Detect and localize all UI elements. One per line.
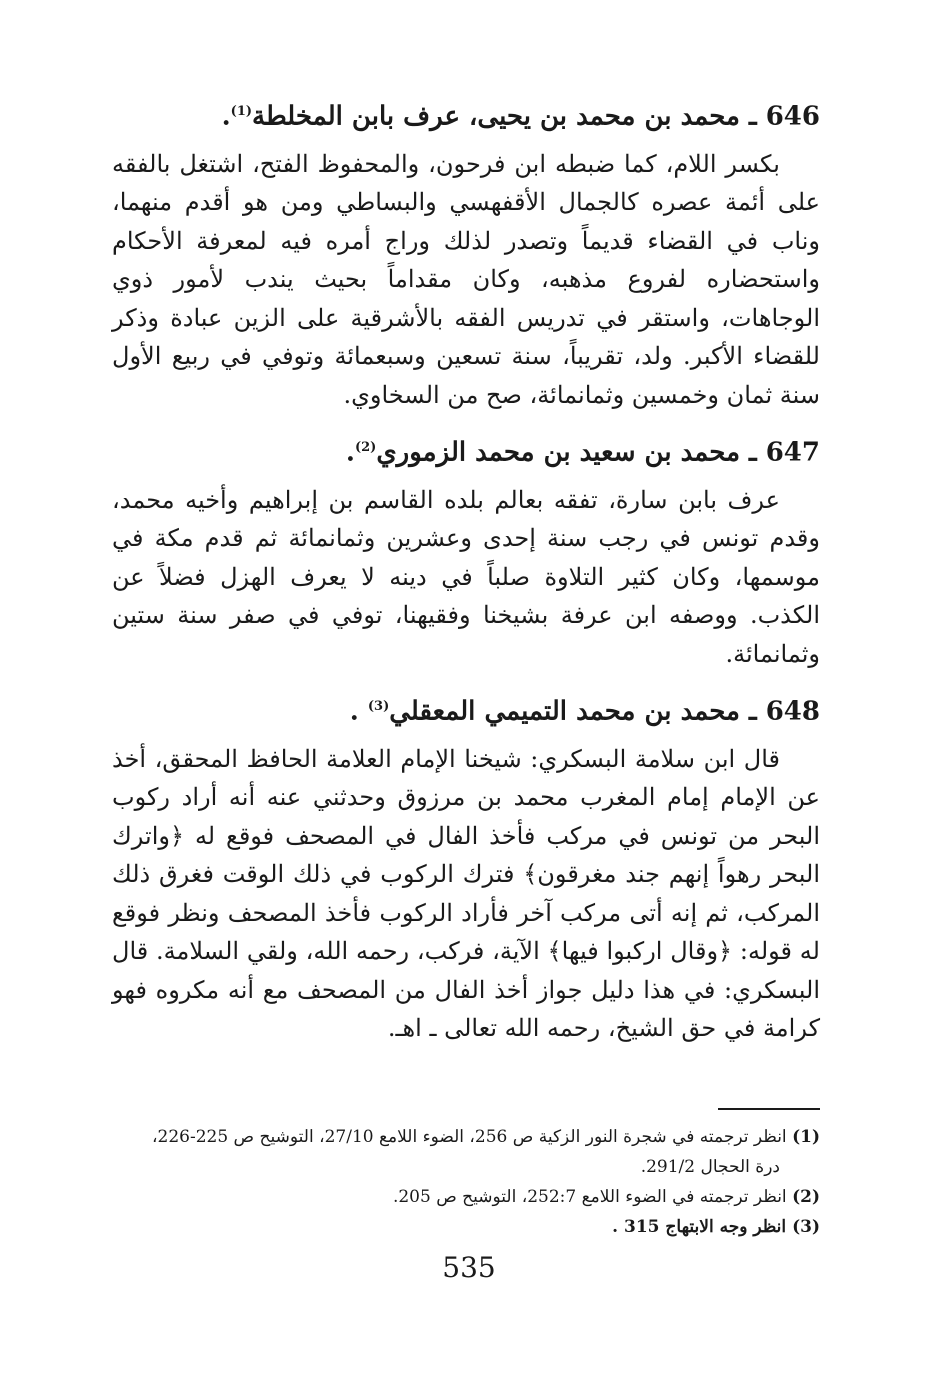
- page-number: 535: [442, 1251, 496, 1284]
- entry-heading: [112, 422, 820, 479]
- entry-paragraph: قال ابن سلامة البسكري: شيخنا الإمام العلامة الحافظ المحقق، أخذ عن الإمام إمام المغرب محمد بن مرزوق وحدثني عنه أنه أراد ركوب البحر من تونس في مركب فأخذ الفال في المصحف فوقع له ﴿واترك البحر رهواً إنهم جند مغرقون﴾ فترك الركوب في ذلك الوقت فغرق ذلك المركب، ثم إنه أتى مركب آخر فأراد الركوب فأخذ المصحف ونظر فوقع له قوله: ﴿وقال اركبوا فيها﴾ الآية، فركب، رحمه الله، ولقي السلامة. قال البسكري: في هذا دليل جواز أخذ الفال من المصحف مع أنه مكروه فهو كرامة في حق الشيخ، رحمه الله تعالى ـ اهـ.: [112, 744, 821, 1043]
- heading-punct: .: [221, 101, 231, 132]
- footnote-ref[interactable]: (2): [354, 440, 377, 456]
- entry-paragraph: بكسر اللام، كما ضبطه ابن فرحون، والمحفوظ الفتح، اشتغل بالفقه على أئمة عصره كالجمال الأقفهسي والبساطي ومن هو أقدم منهما، وناب في القضاء قديماً وتصدر لذلك وراج أمره فيه لمعرفة الأحكام واستحضاره لفروع مذهبه، وكان مقداماً بحيث يندب لأمور ذوي الوجاهات، واستقر في تدريس الفقه بالأشرقية على الزين عبادة وذكر للقضاء الأكبر. ولد، تقريباً، سنة تسعين وسبعمائة وتوفي في ربيع الأول سنة ثمان وخمسين وثمانمائة، صح من السخاوي.: [112, 149, 820, 409]
- entry-body: [112, 481, 820, 674]
- entry-heading: [112, 681, 820, 738]
- entry-body: [112, 145, 820, 415]
- footnote-number: (1): [792, 1127, 820, 1147]
- footnote-number: (3): [792, 1217, 820, 1237]
- entry-heading-text: 647 ـ محمد بن سعيد بن محمد الزموري: [376, 437, 820, 468]
- footnote-text: انظر ترجمته في شجرة النور الزكية ص 256، الضوء اللامع 27/10، التوشيح ص 225-226،: [152, 1127, 787, 1147]
- entry-paragraph: عرف بابن سارة، تفقه بعالم بلده القاسم بن إبراهيم وأخيه محمد، وقدم تونس في رجب سنة إحدى وعشرين وثمانمائة ثم قدم مكة في موسمها، وكان كثير التلاوة صلباً في دينه لا يعرف الهزل فضلاً عن الكذب. ووصفه ابن عرفة بشيخنا وفقيهنا، توفي في صفر سنة ستين وثمانمائة.: [112, 485, 820, 668]
- footnote-ref[interactable]: (1): [230, 104, 253, 119]
- footnote-text: انظر وجه الابتهاج 315 .: [612, 1217, 787, 1237]
- entry-heading-text: 648 ـ محمد بن محمد التميمي المعقلي: [389, 696, 820, 727]
- entry-heading-text: 646 ـ محمد بن محمد بن يحيى، عرف بابن المخلطة: [252, 101, 820, 132]
- footnote-ref[interactable]: (3): [367, 699, 390, 715]
- footnote-item: [112, 1212, 820, 1242]
- footnotes: [112, 1122, 820, 1242]
- main-text: [112, 78, 820, 1048]
- entry-body: [112, 740, 820, 1048]
- heading-punct: .: [345, 437, 355, 468]
- footnote-item: [112, 1182, 820, 1212]
- footnote-continuation: درة الحجال 291/2.: [640, 1157, 780, 1177]
- footnote-number: (2): [792, 1187, 820, 1207]
- footnote-text: انظر ترجمته في الضوء اللامع 252:7، التوشيح ص 205.: [392, 1187, 787, 1207]
- footnote-divider: [718, 1108, 820, 1110]
- entry-heading: [112, 86, 820, 143]
- footnote-item: [112, 1122, 820, 1152]
- heading-punct: .: [349, 696, 368, 727]
